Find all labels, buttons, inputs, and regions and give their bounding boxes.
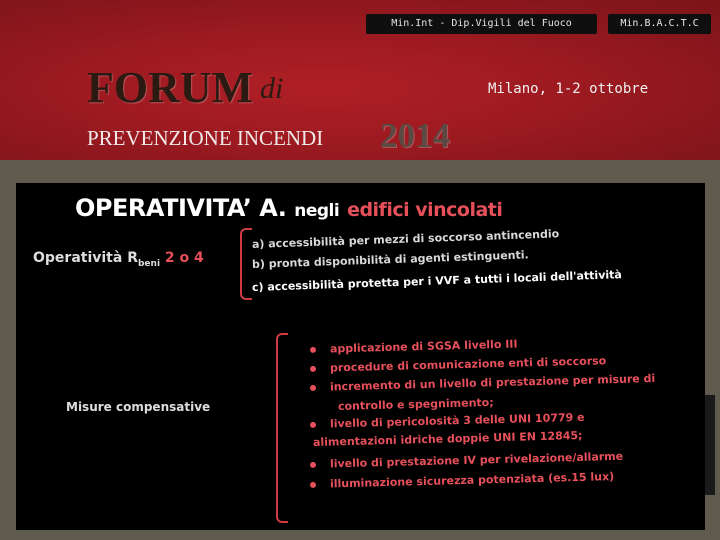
- forum-di-text: di: [260, 72, 284, 105]
- measure-text: illuminazione sicurezza potenziata (es.15 lux): [329, 470, 615, 491]
- measure-item-continued: controllo e spegnimento;: [337, 395, 494, 413]
- event-date: Milano, 1-2 ottobre: [488, 81, 649, 97]
- requirement-item: b) pronta disponibilità di agenti estinguenti.: [251, 248, 529, 271]
- operativity-label: [33, 250, 204, 269]
- bullet-icon: [310, 482, 316, 488]
- bullet-icon: [310, 366, 316, 372]
- measure-text: incremento di un livello di prestazione per misure di: [329, 371, 656, 394]
- forum-year: 2014: [380, 116, 450, 155]
- bullet-icon: [310, 347, 316, 353]
- operativity-subscript: beni: [137, 258, 161, 269]
- forum-subtitle: PREVENZIONE INCENDI: [87, 126, 324, 150]
- ministry-culture-badge: Min.B.A.C.T.C: [608, 14, 711, 34]
- forum-title: FORUM: [87, 63, 254, 112]
- measure-text: livello di pericolosità 3 delle UNI 10779 e: [329, 410, 585, 431]
- requirements-bracket: [240, 228, 252, 300]
- measures-label: Misure compensative: [66, 400, 211, 414]
- operativity-value: 2 o 4: [164, 250, 204, 266]
- side-strip: [705, 395, 715, 495]
- bullet-icon: [310, 462, 316, 468]
- measure-text: procedure di comunicazione enti di soccorso: [329, 354, 607, 375]
- operativity-text: Operatività R: [33, 250, 138, 266]
- measure-text: applicazione di SGSA livello III: [329, 337, 518, 356]
- title-highlight: edifici vincolati: [347, 199, 503, 221]
- measure-item-continued: alimentazioni idriche doppie UNI EN 12845;: [312, 428, 583, 449]
- ministry-interior-badge: Min.Int - Dip.Vigili del Fuoco: [366, 14, 597, 34]
- measure-text: livello di prestazione IV per rivelazione/allarme: [329, 449, 624, 471]
- slide-title: [75, 194, 502, 222]
- requirement-item: c) accessibilità protetta per i VVF a tutti i locali dell'attività: [251, 268, 623, 294]
- bullet-icon: [310, 385, 316, 391]
- measures-bracket: [276, 333, 288, 523]
- bullet-icon: [310, 422, 316, 428]
- requirement-item: a) accessibilità per mezzi di soccorso antincendio: [251, 227, 560, 251]
- title-negli: negli: [294, 201, 340, 221]
- title-main: OPERATIVITA’ A.: [75, 194, 287, 222]
